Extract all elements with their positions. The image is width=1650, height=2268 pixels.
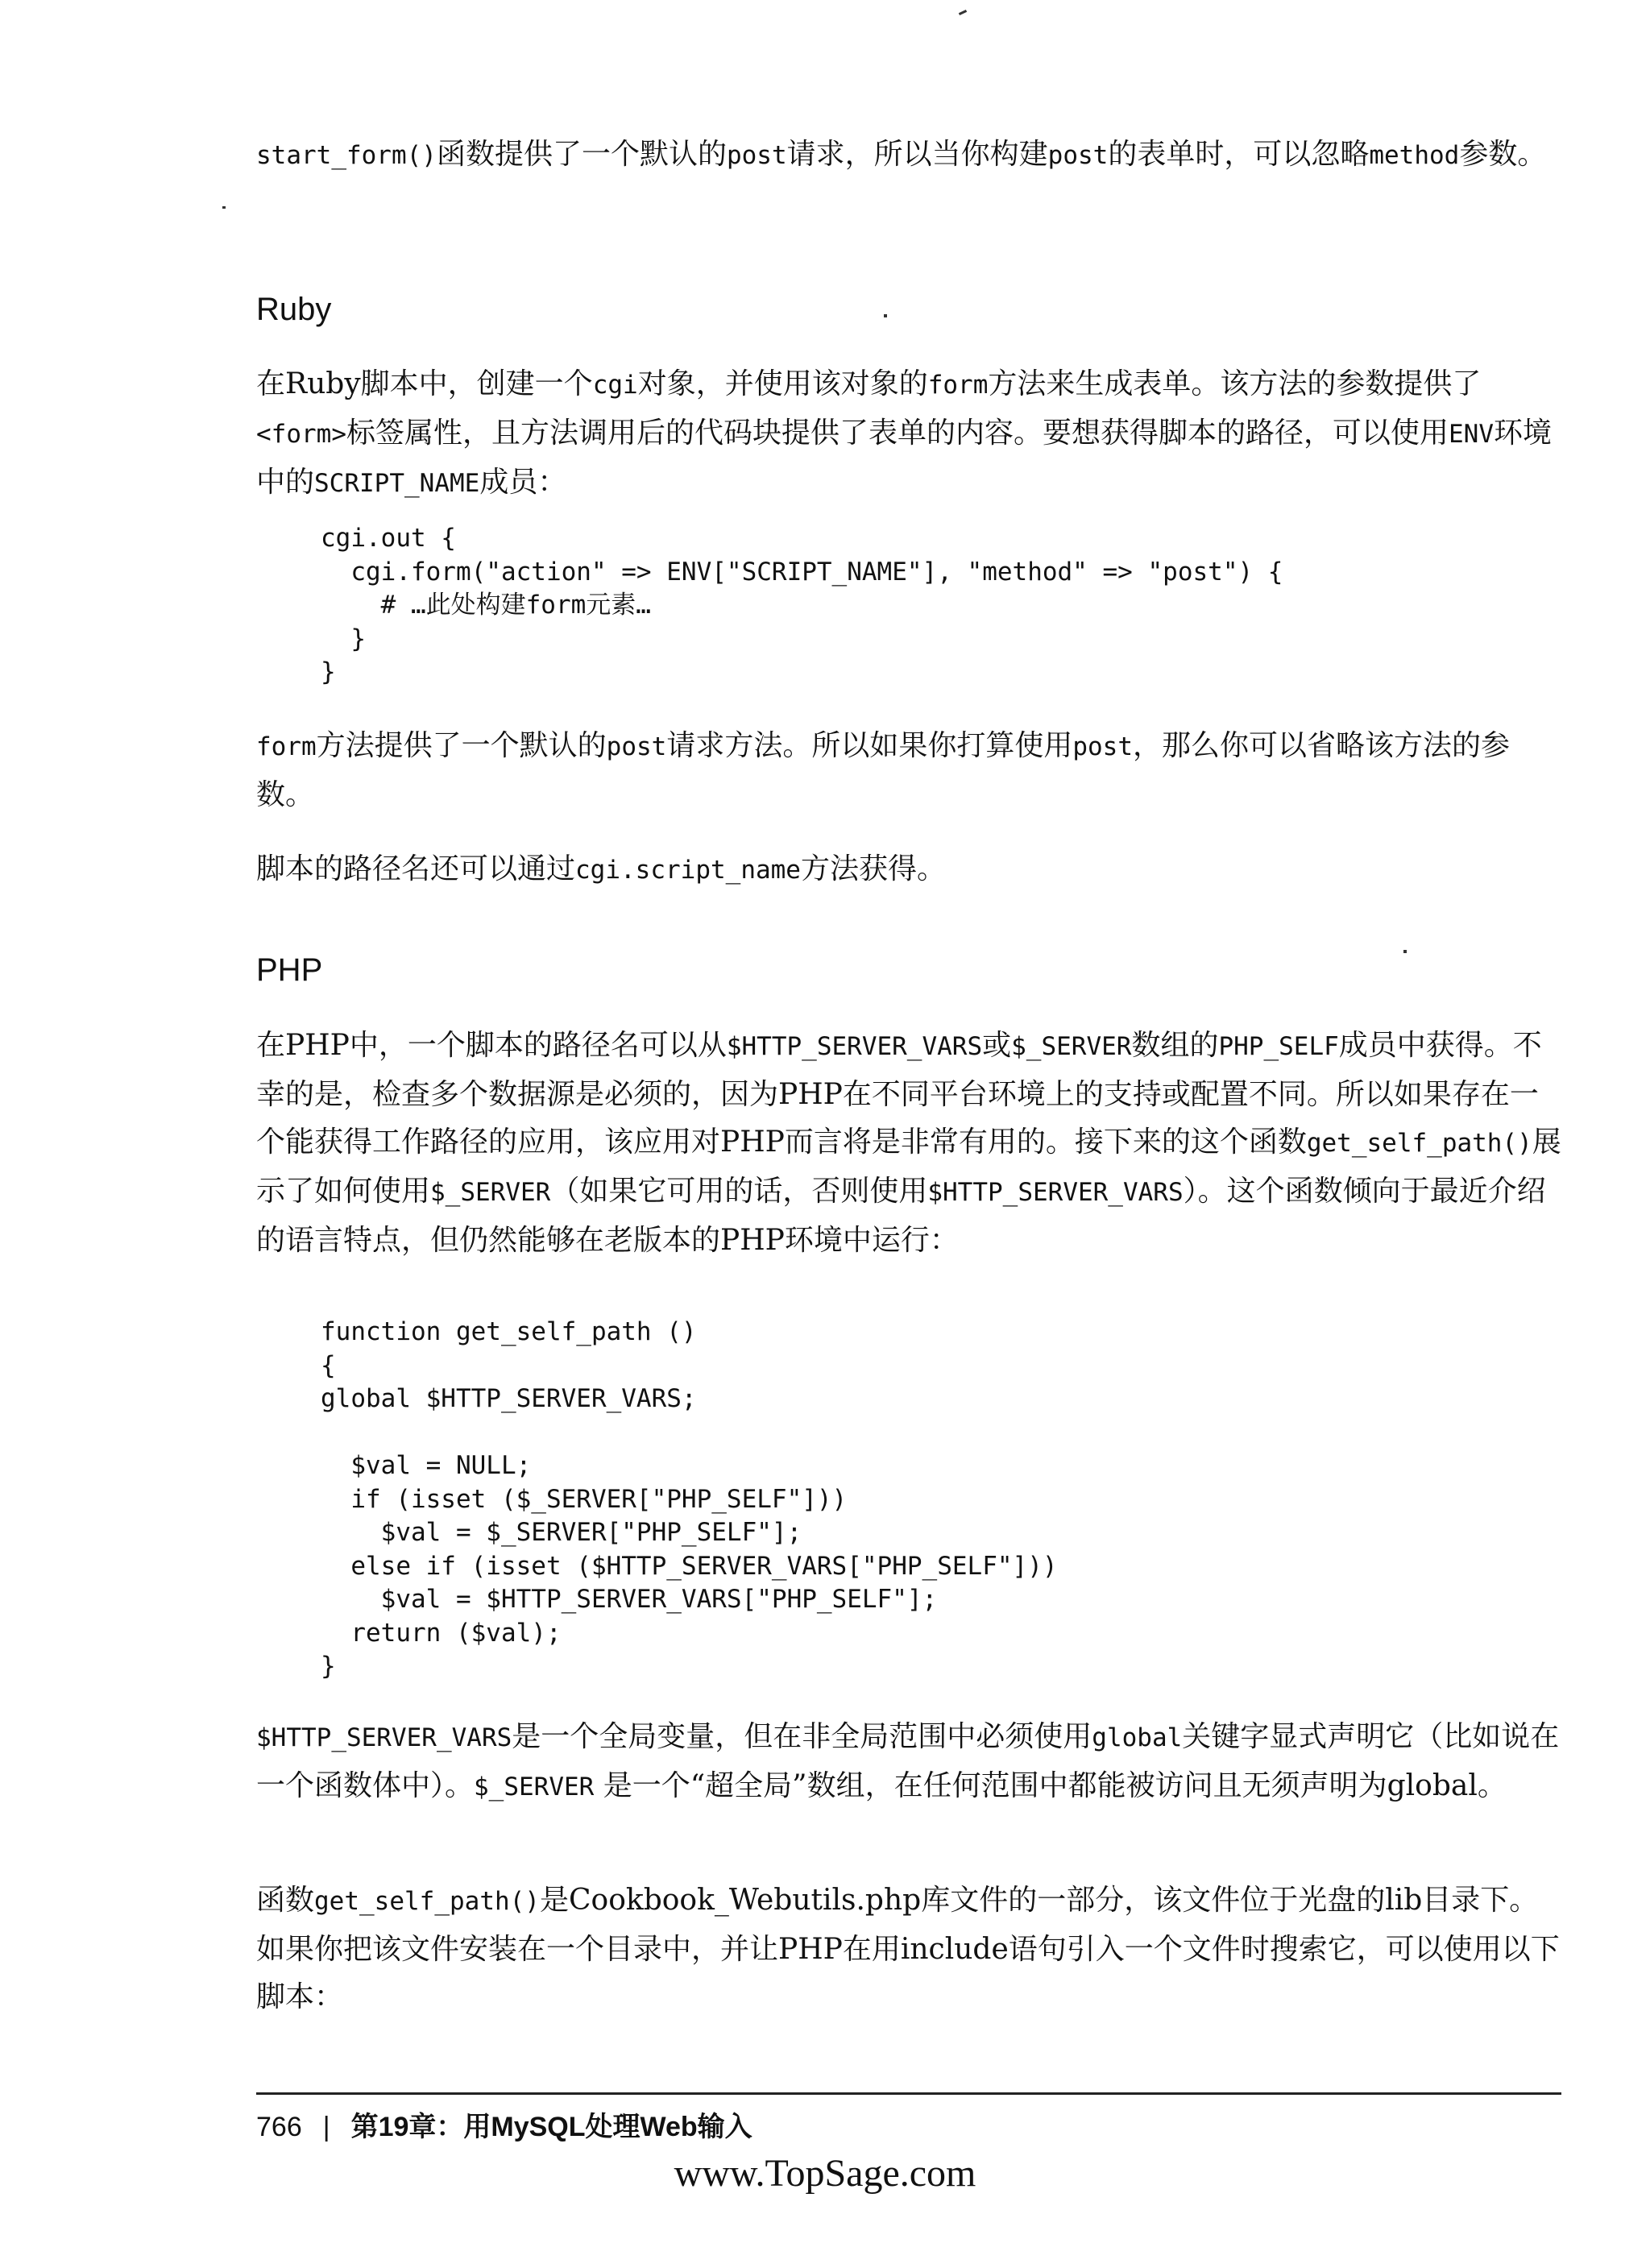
scan-speck <box>222 206 226 209</box>
inline-code: get_self_path() <box>314 1887 540 1916</box>
scan-speck <box>1403 950 1407 953</box>
inline-code: ENV <box>1449 420 1494 449</box>
paragraph-php-intro <box>256 1022 1561 1264</box>
text-run: （如果它可用的话，否则使用 <box>550 1175 928 1208</box>
text-run: 成员中获得。不幸的是，检查多个数据源是必须的，因为PHP在不同平台环境上的支持或配置不同。所以如果存在一个能获得工作路径的应用，该应用对PHP而言将是非常有用的。接下来的这个函数 <box>256 1029 1542 1159</box>
text-run: 关键字显式声明它（比如说在一个函数体中）。 <box>256 1720 1560 1802</box>
inline-code: post <box>1072 732 1133 761</box>
text-run: 在PHP中，一个脚本的路径名可以从 <box>256 1029 727 1062</box>
page-number: 766 <box>256 2112 302 2142</box>
inline-code: form <box>927 371 989 400</box>
inline-code: $_SERVER <box>430 1178 551 1207</box>
text-run: 环境中的 <box>256 417 1553 499</box>
inline-code: form <box>256 732 317 761</box>
text-run: 或 <box>982 1029 1012 1062</box>
text-run: 标签属性，且方法调用后的代码块提供了表单的内容。要想获得脚本的路径，可以使用 <box>346 417 1449 450</box>
inline-code: get_self_path() <box>1306 1129 1532 1158</box>
text-run: 的表单时，可以忽略 <box>1108 138 1370 171</box>
inline-code: $_SERVER <box>474 1773 595 1802</box>
inline-code: $HTTP_SERVER_VARS <box>927 1178 1184 1207</box>
text-run: 参数。 <box>1459 138 1547 171</box>
text-run: 数组的 <box>1131 1029 1219 1062</box>
section-heading-ruby: Ruby <box>256 292 332 327</box>
paragraph-start-form <box>256 131 1561 180</box>
inline-code: post <box>606 732 667 761</box>
text-run: 是一个全局变量，但在非全局范围中必须使用 <box>512 1720 1092 1753</box>
inline-code: post <box>1047 141 1109 170</box>
inline-code: $_SERVER <box>1011 1032 1132 1061</box>
scan-speck <box>884 314 887 317</box>
text-run: 方法提供了一个默认的 <box>316 729 607 762</box>
text-run: ）。这个函数倾向于最近介绍的语言特点，但仍然能够在老版本的PHP环境中运行： <box>256 1175 1546 1257</box>
text-run: 方法来生成表单。该方法的参数提供了 <box>988 367 1482 400</box>
inline-code: start_form() <box>256 141 437 170</box>
section-heading-php: PHP <box>256 952 323 988</box>
footer-separator: | <box>322 2112 330 2142</box>
paragraph-ruby-intro <box>256 360 1561 508</box>
text-run: 请求，所以当你构建 <box>786 138 1048 171</box>
text-run: 展示了如何使用 <box>256 1126 1561 1208</box>
inline-code: cgi <box>592 371 638 400</box>
text-run: 是Cookbook_Webutils.php库文件的一部分，该文件位于光盘的lib目录下。如果你把该文件安装在一个目录中，并让PHP在用include语句引入一个文件时搜索它，可以使用以下脚本： <box>256 1884 1560 2013</box>
chapter-title: 第19章：用MySQL处理Web输入 <box>350 2112 752 2142</box>
text-run: 脚本的路径名还可以通过 <box>256 852 576 885</box>
text-run: 函数 <box>256 1884 315 1917</box>
text-run: 请求方法。所以如果你打算使用 <box>666 729 1073 762</box>
text-run: 方法获得。 <box>800 852 946 885</box>
inline-code: <form> <box>256 420 346 449</box>
text-run: 对象，并使用该对象的 <box>637 367 928 400</box>
website-watermark: www.TopSage.com <box>674 2152 976 2195</box>
inline-code: method <box>1369 141 1460 170</box>
code-block-ruby: cgi.out { cgi.form("action" => ENV["SCRIPT_NAME"], "method" => "post") { # …此处构建form元素… } } <box>321 524 1283 686</box>
footer-rule <box>256 2092 1561 2095</box>
paragraph-ruby-script-name <box>256 845 1561 894</box>
paragraph-php-globals <box>256 1713 1561 1811</box>
inline-code: $HTTP_SERVER_VARS <box>726 1032 983 1061</box>
paragraph-ruby-form-method <box>256 722 1561 819</box>
inline-code: global <box>1092 1723 1183 1752</box>
text-run: 在Ruby脚本中，创建一个 <box>256 367 593 400</box>
inline-code: SCRIPT_NAME <box>314 469 480 498</box>
text-run: 成员： <box>479 466 567 499</box>
inline-code: cgi.script_name <box>575 856 801 885</box>
text-run: ，那么你可以省略该方法的参数。 <box>256 729 1511 811</box>
paragraph-php-library <box>256 1876 1561 2021</box>
inline-code: PHP_SELF <box>1218 1032 1339 1061</box>
scan-speck <box>959 10 967 15</box>
text-run: 函数提供了一个默认的 <box>436 138 727 171</box>
page-footer <box>256 2104 752 2144</box>
text-run: 是一个“超全局”数组，在任何范围中都能被访问且无须声明为global。 <box>594 1769 1507 1802</box>
code-block-php: function get_self_path () { global $HTTP_SERVER_VARS; $val = NULL; if (isset ($_SERVER["PHP_SELF"])) $val = $_SERVER["PHP_SELF"]; else if (isset ($HTTP_SERVER_VARS["PHP_SELF"])) $val = $HTTP_SERVER_VARS["PHP_SELF"]; return ($val); } <box>321 1317 1058 1681</box>
inline-code: post <box>726 141 787 170</box>
inline-code: $HTTP_SERVER_VARS <box>256 1723 512 1752</box>
